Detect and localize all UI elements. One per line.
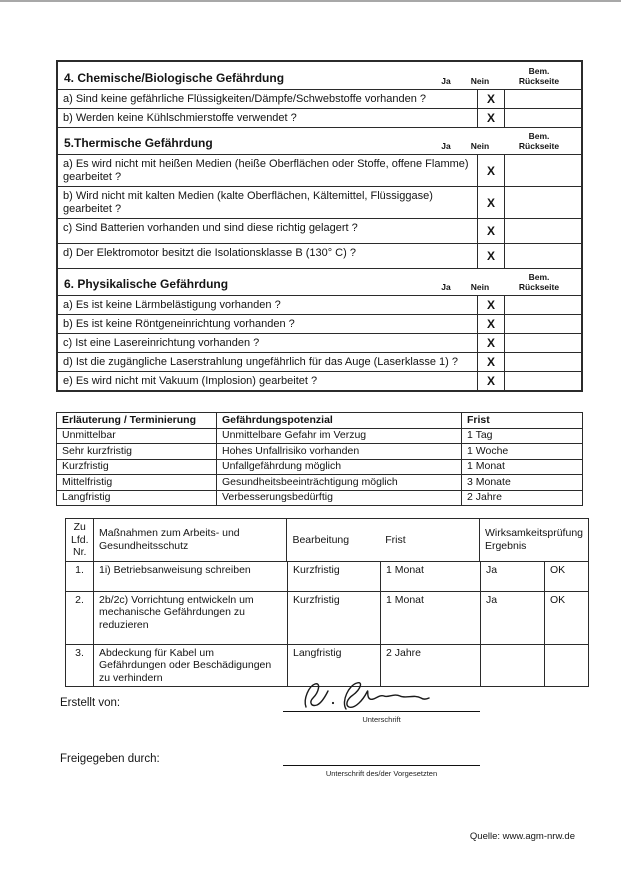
legend-table — [56, 412, 583, 506]
measure-text: 2b/2c) Vorrichtung entwickeln um mechanische Gefährdungen zu reduzieren — [94, 592, 288, 644]
nein-bem-cell — [505, 244, 581, 268]
legend-potential: Hohes Unfallrisiko vorhanden — [217, 444, 462, 459]
measure-ergebnis: OK — [550, 593, 566, 606]
measures-header-massnahmen: Maßnahmen zum Arbeits- und Gesundheitsschutz — [94, 519, 287, 561]
checklist-row — [58, 314, 581, 333]
legend-potential: Unfallgefährdung möglich — [217, 460, 462, 475]
checklist-row — [58, 243, 581, 268]
column-header-bem-rueckseite — [499, 67, 579, 86]
legend-potential: Verbesserungsbedürftig — [217, 491, 462, 506]
created-by-label: Erstellt von: — [60, 697, 121, 709]
measure-bearbeitung: Kurzfristig — [288, 562, 381, 591]
measures-header-bearbeitung: Bearbeitung — [292, 533, 350, 546]
scan-edge-artifact — [0, 0, 621, 2]
checklist-row — [58, 371, 581, 390]
section-4-title: 4. Chemische/Biologische Gefährdung — [64, 71, 285, 85]
measure-nr: 3. — [66, 645, 94, 687]
section-5-header — [58, 127, 581, 154]
legend-row — [57, 428, 582, 444]
ja-mark-cell: X — [478, 353, 505, 371]
source-note: Quelle: www.agm-nrw.de — [469, 831, 575, 842]
nein-bem-cell — [505, 296, 581, 314]
ja-mark-cell: X — [478, 296, 505, 314]
legend-term: Kurzfristig — [57, 460, 217, 475]
nein-bem-cell — [505, 353, 581, 371]
section-6-title: 6. Physikalische Gefährdung — [64, 277, 229, 291]
measure-wirksamkeit: Ja — [481, 562, 545, 591]
legend-term: Langfristig — [57, 491, 217, 506]
measure-frist: 2 Jahre — [381, 645, 481, 687]
legend-header-frist: Frist — [467, 413, 490, 426]
legend-header-erlaeuterung: Erläuterung / Terminierung — [57, 413, 217, 428]
question-text: a) Es wird nicht mit heißen Medien (heiße Oberflächen oder Stoffe, offene Flamme) gearbeitet ? — [58, 155, 478, 186]
created-signature-line — [283, 692, 480, 712]
legend-header-gefaehrdungspotenzial: Gefährdungspotenzial — [217, 413, 462, 428]
question-text: d) Der Elektromotor besitzt die Isolationsklasse B (130° C) ? — [58, 244, 478, 268]
measure-frist: 1 Monat — [381, 592, 481, 644]
checklist-row — [58, 295, 581, 314]
checklist-row — [58, 218, 581, 243]
column-header-ja: Ja — [441, 75, 451, 86]
legend-row — [57, 459, 582, 475]
checklist-row — [58, 333, 581, 352]
section-5-title: 5.Thermische Gefährdung — [64, 136, 213, 150]
legend-term: Mittelfristig — [57, 475, 217, 490]
measure-ergebnis: OK — [550, 563, 566, 576]
measures-row — [66, 591, 588, 644]
approved-signature-line — [283, 746, 480, 766]
legend-frist: 3 Monate — [467, 475, 511, 488]
column-header-ja: Ja — [441, 281, 451, 292]
ja-mark-cell: X — [478, 109, 505, 127]
measures-header-frist: Frist — [380, 519, 480, 561]
bem-line: Bem. — [528, 131, 550, 141]
section-4-header — [58, 62, 581, 89]
question-text: a) Sind keine gefährliche Flüssigkeiten/Dämpfe/Schwebstoffe vorhanden ? — [58, 90, 478, 108]
column-header-nein: Nein — [470, 140, 490, 151]
legend-term: Sehr kurzfristig — [57, 444, 217, 459]
legend-term: Unmittelbar — [57, 429, 217, 444]
measures-header-wirksamkeitspruefung: Wirksamkeitsprüfung Ergebnis — [484, 527, 583, 552]
column-header-bem-rueckseite — [499, 132, 579, 151]
measures-table — [65, 518, 589, 687]
rueckseite-line: Rückseite — [518, 281, 560, 292]
measure-ergebnis — [545, 645, 588, 687]
measure-wirksamkeit: Ja — [481, 592, 545, 644]
legend-row — [57, 443, 582, 459]
legend-potential: Gesundheitsbeeinträchtigung möglich — [217, 475, 462, 490]
nein-bem-cell — [505, 187, 581, 218]
question-text: e) Es wird nicht mit Vakuum (Implosion) gearbeitet ? — [58, 372, 478, 390]
measure-bearbeitung: Kurzfristig — [288, 592, 381, 644]
measure-wirksamkeit — [481, 645, 545, 687]
legend-frist: 1 Tag — [467, 429, 493, 441]
column-header-nein: Nein — [470, 75, 490, 86]
rueckseite-line: Rückseite — [518, 75, 560, 86]
legend-frist: 1 Woche — [467, 444, 509, 457]
measure-bearbeitung: Langfristig — [288, 645, 381, 687]
legend-row — [57, 474, 582, 490]
measure-nr: 1. — [66, 562, 94, 591]
section-6-header — [58, 268, 581, 295]
ja-mark-cell: X — [478, 187, 505, 218]
legend-potential: Unmittelbare Gefahr im Verzug — [217, 429, 462, 444]
question-text: b) Wird nicht mit kalten Medien (kalte Oberflächen, Kältemittel, Flüssiggase) gearbeitet ? — [58, 187, 478, 218]
checklist-row — [58, 186, 581, 218]
nein-bem-cell — [505, 372, 581, 390]
nein-bem-cell — [505, 155, 581, 186]
question-text: d) Ist die zugängliche Laserstrahlung ungefährlich für das Auge (Laserklasse 1) ? — [58, 353, 478, 371]
question-text: c) Sind Batterien vorhanden und sind diese richtig gelagert ? — [58, 219, 478, 243]
measures-header-nr: Zu Lfd. Nr. — [66, 519, 94, 561]
measures-header-row — [66, 519, 588, 561]
checklist-row — [58, 154, 581, 186]
checklist-row — [58, 89, 581, 108]
question-text: b) Werden keine Kühlschmierstoffe verwendet ? — [58, 109, 478, 127]
column-header-bem-rueckseite — [499, 273, 579, 292]
ja-mark-cell: X — [478, 155, 505, 186]
legend-header-row — [57, 413, 582, 428]
hazard-checklist-table — [56, 60, 583, 392]
measure-text: Abdeckung für Kabel um Gefährdungen oder Beschädigungen zu verhindern — [94, 645, 288, 687]
checklist-row — [58, 352, 581, 371]
rueckseite-line: Rückseite — [518, 140, 560, 151]
measure-text: 1i) Betriebsanweisung schreiben — [94, 562, 288, 591]
measures-row — [66, 561, 588, 591]
nein-bem-cell — [505, 219, 581, 243]
measure-frist: 1 Monat — [381, 562, 481, 591]
question-text: b) Es ist keine Röntgeneinrichtung vorhanden ? — [58, 315, 478, 333]
column-header-ja: Ja — [441, 140, 451, 151]
ja-mark-cell: X — [478, 244, 505, 268]
nein-bem-cell — [505, 315, 581, 333]
ja-mark-cell: X — [478, 219, 505, 243]
ja-mark-cell: X — [478, 90, 505, 108]
ja-mark-cell: X — [478, 334, 505, 352]
legend-frist: 2 Jahre — [467, 491, 503, 503]
question-text: a) Es ist keine Lärmbelästigung vorhanden ? — [58, 296, 478, 314]
checklist-row — [58, 108, 581, 127]
created-signature-caption: Unterschrift — [362, 715, 401, 724]
approved-by-label: Freigegeben durch: — [60, 753, 160, 765]
column-header-nein: Nein — [470, 281, 490, 292]
bem-line: Bem. — [528, 272, 550, 282]
nein-bem-cell — [505, 90, 581, 108]
measure-nr: 2. — [66, 592, 94, 644]
nein-bem-cell — [505, 334, 581, 352]
question-text: c) Ist eine Lasereinrichtung vorhanden ? — [58, 334, 478, 352]
nein-bem-cell — [505, 109, 581, 127]
ja-mark-cell: X — [478, 372, 505, 390]
bem-line: Bem. — [528, 66, 550, 76]
approved-signature-caption: Unterschrift des/der Vorgesetzten — [325, 769, 438, 778]
legend-row — [57, 490, 582, 506]
legend-frist: 1 Monat — [467, 460, 505, 472]
ja-mark-cell: X — [478, 315, 505, 333]
